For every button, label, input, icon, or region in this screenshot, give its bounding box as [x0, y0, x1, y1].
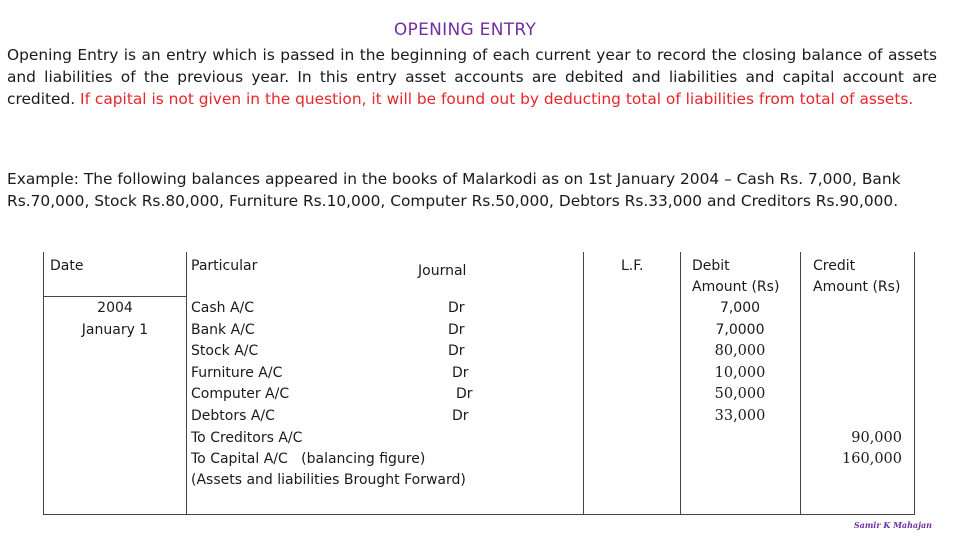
lf-header: L.F.	[621, 258, 644, 274]
dr-marker: Dr	[452, 364, 469, 381]
journal-header: Journal	[418, 263, 467, 279]
page-title: OPENING ENTRY	[393, 20, 537, 40]
author-signature: Samir K Mahajan	[853, 520, 932, 530]
debit-amount: 33,000	[714, 408, 766, 424]
dr-marker: Dr	[456, 386, 473, 403]
date-day: January 1	[81, 322, 149, 338]
debit-amount: 7,000	[719, 300, 761, 316]
date-header-rule	[44, 296, 186, 297]
debit-column	[680, 252, 801, 514]
narration: (Assets and liabilities Brought Forward)	[191, 472, 466, 488]
credit-amount: 160,000	[842, 451, 902, 468]
credit-header-line2: Amount (Rs)	[813, 279, 901, 295]
credit-column	[800, 252, 914, 514]
debit-account-name: Computer A/C	[191, 386, 290, 403]
debit-account-name: Cash A/C	[191, 300, 255, 316]
debit-account-name: Stock A/C	[191, 343, 259, 360]
credit-amount: 90,000	[851, 429, 902, 446]
example-paragraph: Example: The following balances appeared in the books of Malarkodi as on 1st January 2004 – Cash Rs. 7,000, Bank Rs.70,000, Stock Rs.80,000, Furniture Rs.10,000, Computer Rs.50,000, Debtors Rs.33,000 and Creditors Rs.90,000.	[7, 170, 901, 210]
debit-amount: 80,000	[714, 343, 766, 360]
intro-paragraph	[7, 44, 937, 110]
debit-header-line2: Amount (Rs)	[692, 279, 780, 295]
particular-column	[186, 252, 584, 514]
intro-text: Opening Entry is an entry which is passed in the beginning of each current year to record the closing balance of assets and liabilities of the previous year. In this entry asset accounts are debited and liabilities and capital account are credited.	[7, 46, 937, 108]
dr-marker: Dr	[452, 408, 469, 424]
debit-account-name: Bank A/C	[191, 321, 255, 338]
date-column	[44, 252, 187, 514]
debit-amount: 10,000	[714, 364, 766, 381]
credit-account-name: To Creditors A/C	[191, 429, 303, 446]
credit-header-line1: Credit	[813, 258, 856, 274]
debit-amount: 7,0000	[715, 321, 765, 338]
dr-marker: Dr	[448, 321, 465, 338]
journal-table	[43, 252, 915, 515]
debit-amount: 50,000	[714, 386, 766, 403]
dr-marker: Dr	[448, 300, 465, 316]
debit-header-line1: Debit	[692, 258, 730, 274]
credit-account-name: To Capital A/C (balancing figure)	[191, 451, 426, 468]
date-year: 2004	[97, 300, 133, 316]
dr-marker: Dr	[448, 343, 465, 360]
debit-account-name: Debtors A/C	[191, 408, 275, 424]
intro-highlight-text: If capital is not given in the question, it will be found out by deducting total of liabilities from total of assets.	[80, 90, 914, 108]
lf-column	[583, 252, 681, 514]
particular-header: Particular	[191, 258, 258, 274]
debit-account-name: Furniture A/C	[191, 364, 283, 381]
date-header: Date	[50, 258, 84, 274]
